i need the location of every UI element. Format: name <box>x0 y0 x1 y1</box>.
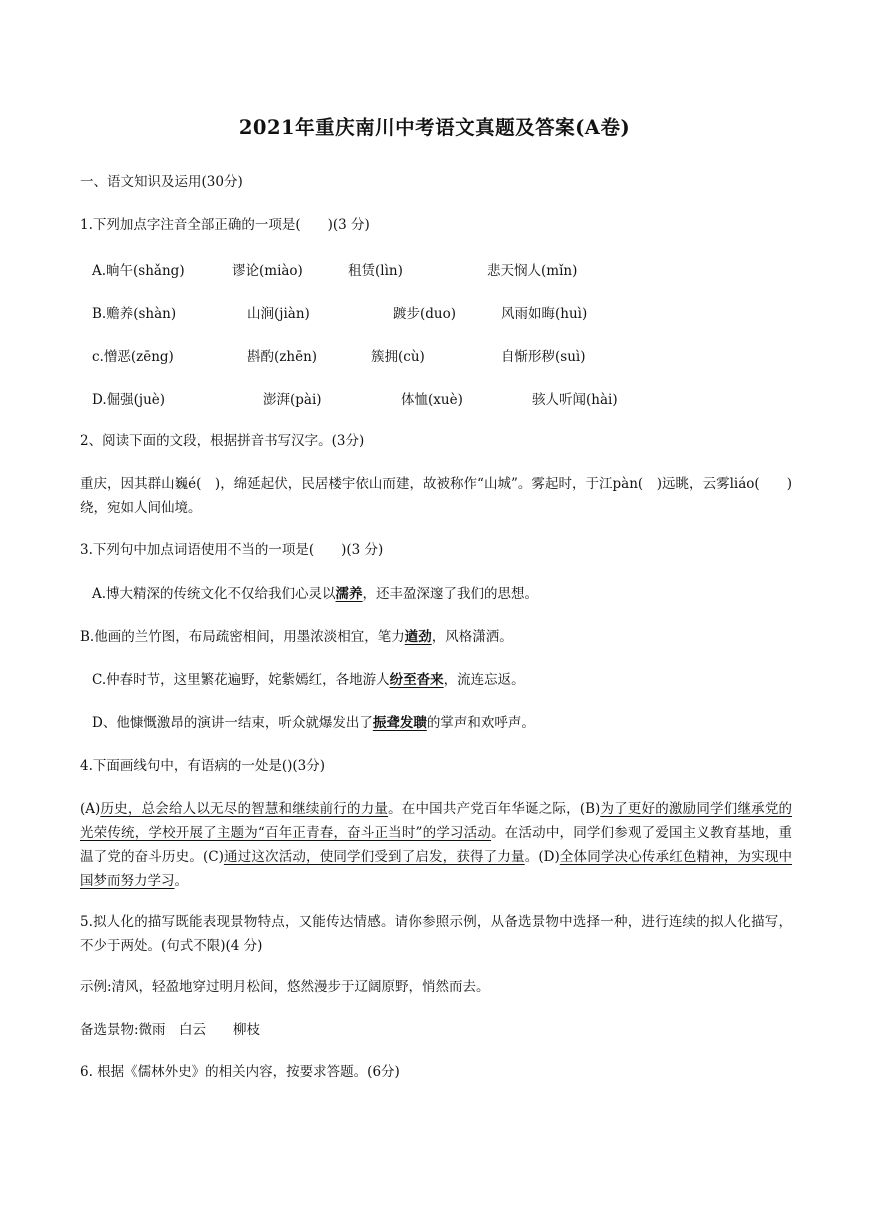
q1-option: 山涧(jiàn) <box>247 306 310 322</box>
q3-option-d <box>92 713 535 733</box>
q4-sentence-d: 全体同学决心传承红色精神，为实现中国梦而努力学习 <box>80 849 793 889</box>
q3-stem: 3.下列句中加点词语使用不当的一项是( )(3 分) <box>80 542 384 558</box>
q2-stem: 2、阅读下面的文段，根据拼音书写汉字。(3分) <box>80 433 365 449</box>
q1-option: 骇人听闻(hài) <box>532 392 618 408</box>
q3-b-text-end: ，风格潇洒。 <box>431 629 513 645</box>
q3-a-keyword: 濡养 <box>335 586 363 602</box>
q4-stem: 4.下面画线句中，有语病的一处是()(3分) <box>80 758 326 774</box>
q4-text: 。 <box>524 849 539 865</box>
q1-option: 踱步(duo) <box>393 306 456 322</box>
q4-sentence-a: 历史，总会给人以无尽的智慧和继续前行的力量 <box>100 801 389 817</box>
q4-text: 。在中国共产党百年华诞之际， <box>388 801 580 817</box>
q1-option: A.晌午(shǎng) <box>92 263 185 279</box>
q1-option: B.赡养(shàn) <box>92 306 177 322</box>
q1-option: 斟酌(zhēn) <box>247 349 318 365</box>
q5-options: 备选景物:微雨 白云 柳枝 <box>80 1022 261 1038</box>
q1-option: 租赁(lìn) <box>348 263 403 279</box>
q3-c-keyword: 纷至沓来 <box>389 672 444 688</box>
q1-option: 风雨如晦(huì) <box>501 306 588 322</box>
q4-label-a: (A) <box>80 801 101 817</box>
q3-c-text-end: ，流连忘返。 <box>443 672 525 688</box>
q4-label-c: (C) <box>203 849 224 865</box>
q3-d-text-end: 的掌声和欢呼声。 <box>426 715 535 731</box>
q3-option-c <box>92 670 525 690</box>
q1-option: 悲天悯人(mǐn) <box>487 263 578 279</box>
page-title: 2021年重庆南川中考语文真题及答案(A卷) <box>238 116 631 139</box>
q4-sentence-c: 通过这次活动，使同学们受到了启发，获得了力量 <box>223 849 525 865</box>
q3-option-b <box>80 627 513 647</box>
q2-passage: 重庆，因其群山巍é( )，绵延起伏，民居楼宇依山而建，故被称作“山城”。雾起时，于江pàn( )远眺，云雾liáo( )绕，宛如人间仙境。 <box>80 476 792 516</box>
q3-option-a <box>92 584 538 604</box>
q1-option: 澎湃(pài) <box>263 392 322 408</box>
q4-label-d: (D) <box>538 849 560 865</box>
q1-option: 自惭形秽(suì) <box>501 349 586 365</box>
section-heading: 一、语文知识及运用(30分) <box>80 174 243 190</box>
q3-c-text: C.仲春时节，这里繁花遍野，姹紫嫣红，各地游人 <box>92 672 390 688</box>
q1-option: 体恤(xuè) <box>401 392 463 408</box>
q1-stem: 1.下列加点字注音全部正确的一项是( )(3 分) <box>80 217 370 233</box>
q1-option: D.倔强(juè) <box>92 392 166 408</box>
q3-a-text-end: ，还丰盈深邃了我们的思想。 <box>362 586 539 602</box>
q3-b-text: B.他画的兰竹图，布局疏密相间，用墨浓淡相宜，笔力 <box>80 629 405 645</box>
q3-d-keyword: 振聋发聩 <box>372 715 427 731</box>
q3-a-text: A.博大精深的传统文化不仅给我们心灵以 <box>92 586 336 602</box>
q5-example: 示例:清风，轻盈地穿过明月松间，悠然漫步于辽阔原野，悄然而去。 <box>80 979 490 995</box>
q5-stem: 5.拟人化的描写既能表现景物特点，又能传达情感。请你参照示例，从备选景物中选择一种，进行连续的拟人化描写，不少于两处。(句式不限)(4 分) <box>80 914 792 954</box>
q6-stem: 6. 根据《儒林外史》的相关内容，按要求答题。(6分) <box>80 1064 400 1080</box>
q4-label-b: (B) <box>579 801 601 817</box>
q4-text: 。在活动中，同学们参观了爱国主义教育基地，重温了党的奋斗历史。 <box>80 825 792 865</box>
q3-b-keyword: 遒劲 <box>404 629 432 645</box>
q1-option: c.憎恶(zēng) <box>92 349 174 365</box>
q3-d-text: D、他慷慨激昂的演讲一结束，听众就爆发出了 <box>92 715 373 731</box>
q1-option: 谬论(miào) <box>232 263 303 279</box>
q4-text: 。 <box>174 873 188 889</box>
q1-option: 簇拥(cù) <box>371 349 425 365</box>
q4-sentence-b: 为了更好的激励同学们继承党的光荣传统，学校开展了主题为“百年正青春，奋斗正当时”的学习活动 <box>80 801 793 841</box>
q4-passage <box>80 797 792 893</box>
